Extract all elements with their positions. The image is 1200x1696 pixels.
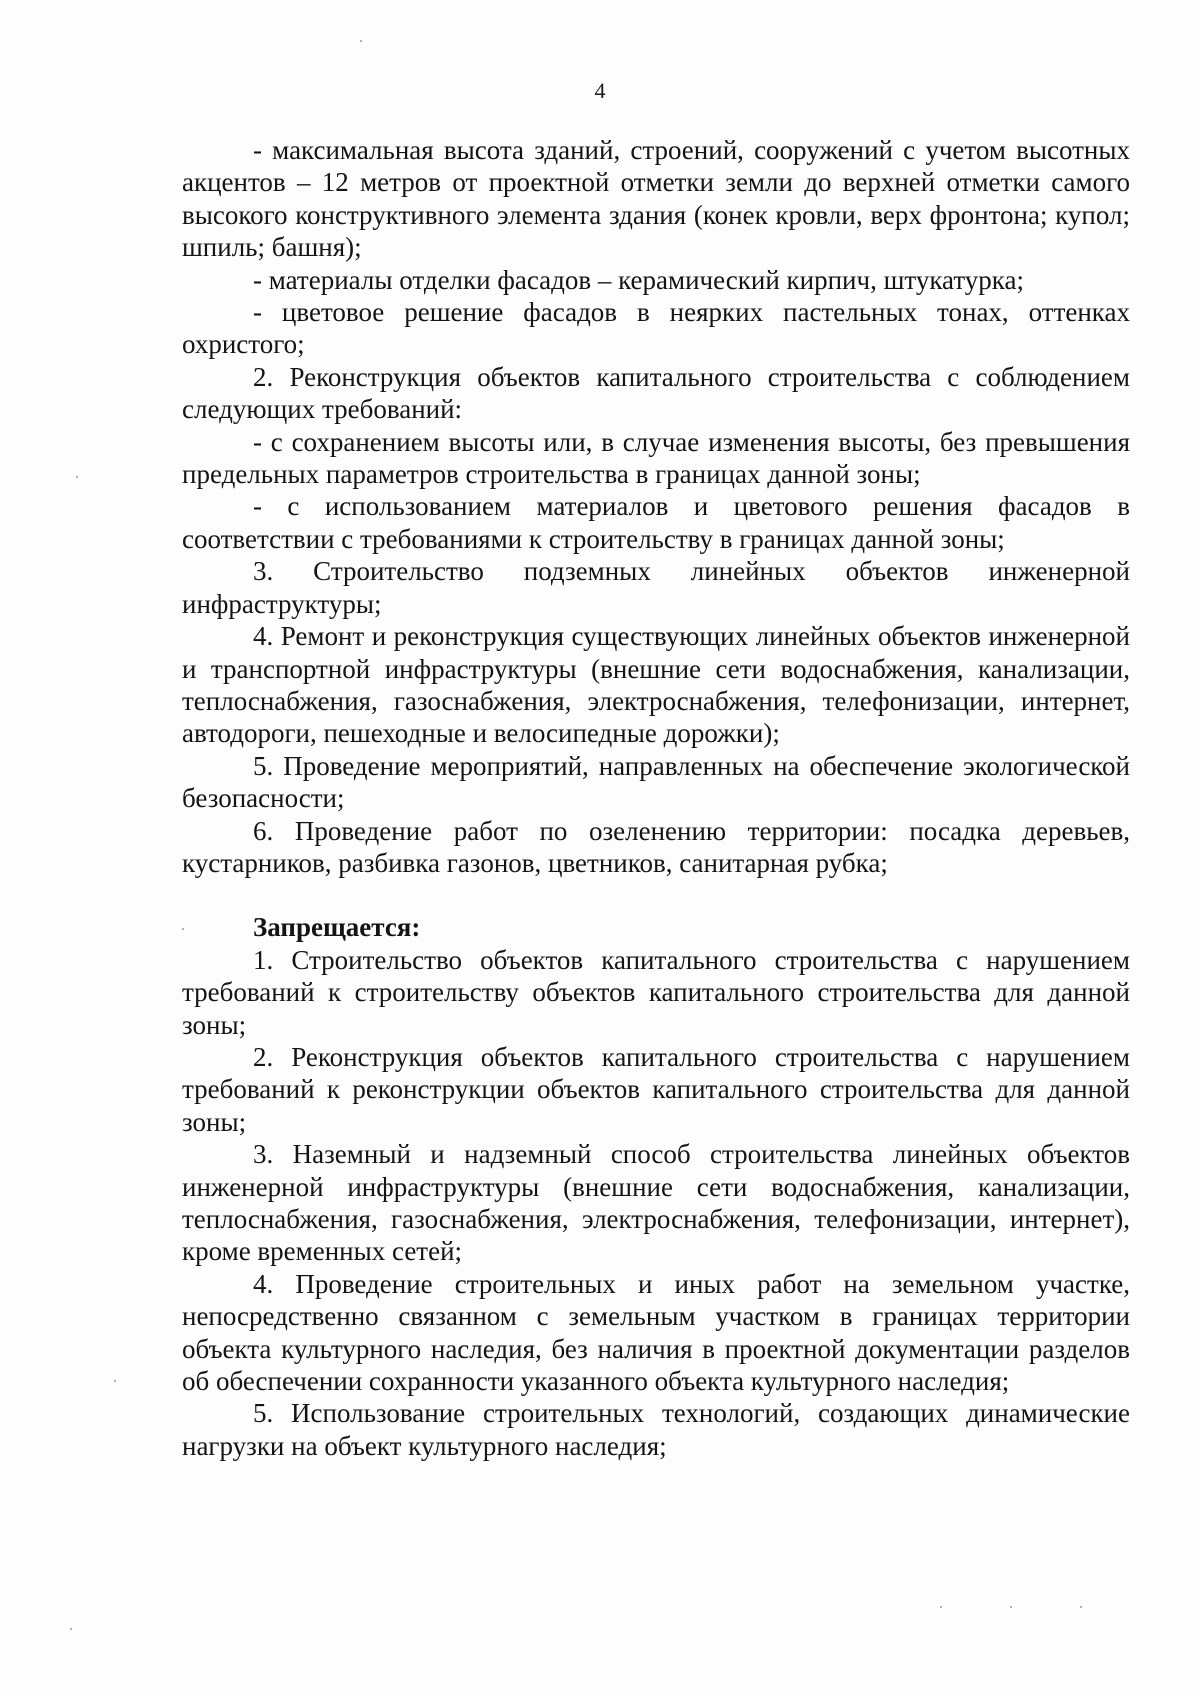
paragraph-underground-construction: 3. Строительство подземных линейных объектов инженерной инфраструктуры; bbox=[182, 556, 1130, 619]
scan-speck bbox=[114, 1380, 116, 1382]
section-spacer bbox=[182, 879, 1130, 911]
paragraph-reconstruction: 2. Реконструкция объектов капитального строительства с соблюдением следующих требований: bbox=[182, 361, 1130, 425]
document-body bbox=[182, 134, 1130, 1462]
scan-speck bbox=[360, 40, 362, 42]
paragraph-repair-infrastructure: 4. Ремонт и реконструкция существующих линейных объектов инженерной и транспортной инфраструктуры (внешние сети водоснабжения, канализации, теплоснабжения, газоснабжения, электроснабжения, телефонизации, интернет, автодороги, пешеходные и велосипедные дорожки); bbox=[182, 621, 1130, 749]
scan-speck bbox=[76, 476, 78, 478]
paragraph-max-height: - максимальная высота зданий, строений, сооружений с учетом высотных акцентов – 12 метров от проектной отметки земли до верхней отметки самого высокого конструктивного элемента здания (конек кровли, верх фронтона; купол; шпиль; башня); bbox=[182, 135, 1130, 263]
paragraph-landscaping: 6. Проведение работ по озеленению территории: посадка деревьев, кустарников, разбивка газонов, цветников, санитарная рубка; bbox=[182, 815, 1130, 878]
prohibited-heading: Запрещается: bbox=[253, 912, 421, 943]
paragraph-facade-materials: - материалы отделки фасадов – керамический кирпич, штукатурка; bbox=[253, 264, 1024, 295]
scan-speck bbox=[70, 1628, 72, 1630]
paragraph-prohibited-overground-lines: 3. Наземный и надземный способ строительства линейных объектов инженерной инфраструктуры (внешние сети водоснабжения, канализации, теплоснабжения, газоснабжения, электроснабжения, телефонизации, интернет), кроме временных сетей; bbox=[182, 1139, 1130, 1267]
scan-speck bbox=[182, 928, 184, 930]
paragraph-materials-compliance: - с использованием материалов и цветового решения фасадов в соответствии с требованиями к строительству в границах данной зоны; bbox=[182, 491, 1130, 554]
paragraph-prohibited-works-heritage: 4. Проведение строительных и иных работ на земельном участке, непосредственно связанном с земельным участком в границах территории объекта культурного наследия, без наличия в проектной документации разделов об обеспечении сохранности указанного объекта культурного наследия; bbox=[182, 1268, 1130, 1397]
paragraph-height-preservation: - с сохранением высоты или, в случае изменения высоты, без превышения предельных параметров строительства в границах данной зоны; bbox=[182, 426, 1130, 490]
paragraph-ecological-safety: 5. Проведение мероприятий, направленных на обеспечение экологической безопасности; bbox=[182, 750, 1130, 814]
scan-speck bbox=[940, 1606, 942, 1608]
paragraph-prohibited-reconstruction: 2. Реконструкция объектов капитального строительства с нарушением требований к реконструкции объектов капитального строительства для данной зоны; bbox=[182, 1041, 1130, 1137]
scan-speck bbox=[1080, 1606, 1082, 1608]
paragraph-facade-color: - цветовое решение фасадов в неярких пастельных тонах, оттенках охристого; bbox=[182, 297, 1130, 360]
paragraph-prohibited-dynamic-loads: 5. Использование строительных технологий, создающих динамические нагрузки на объект культурного наследия; bbox=[182, 1398, 1130, 1461]
page-number: 4 bbox=[594, 78, 606, 103]
paragraph-prohibited-construction: 1. Строительство объектов капитального строительства с нарушением требований к строительству объектов капитального строительства для данной зоны; bbox=[182, 944, 1130, 1040]
scan-speck bbox=[1010, 1606, 1012, 1608]
